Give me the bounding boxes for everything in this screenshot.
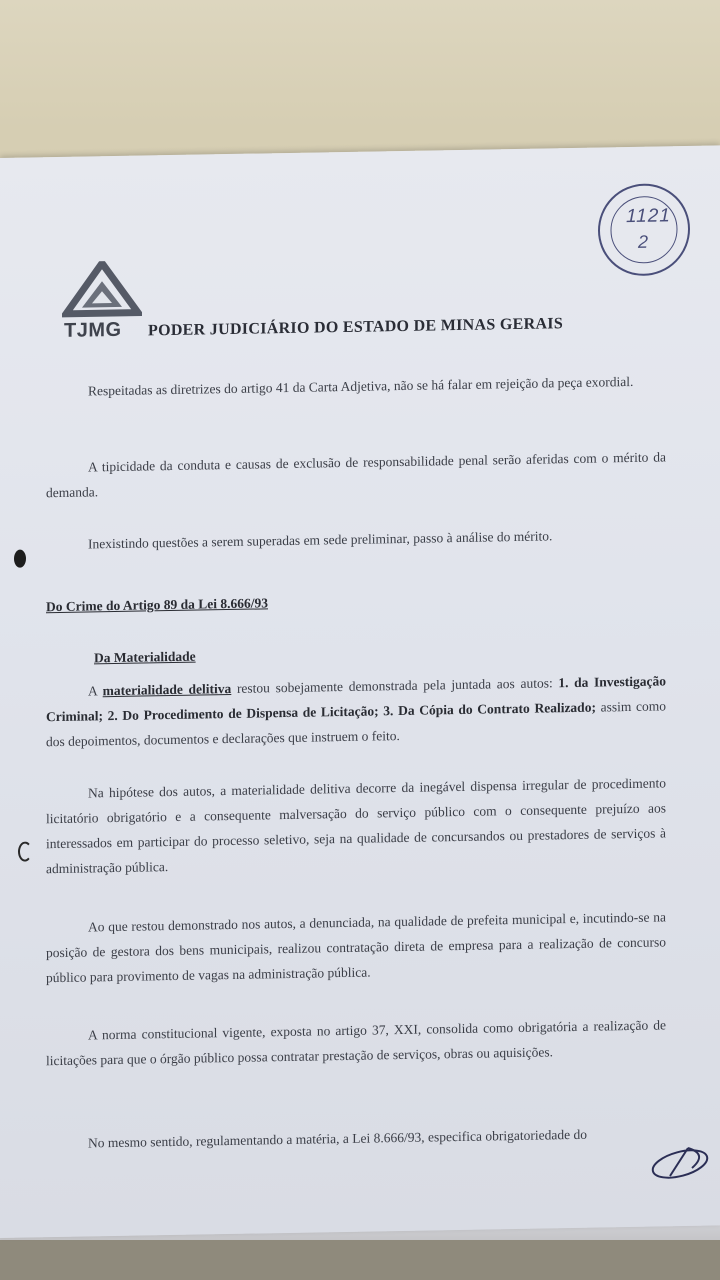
- p4-end: assim como dos depoimentos, documentos e declarações que instruem o feito.: [46, 698, 667, 750]
- paragraph-5: Na hipótese dos autos, a materialidade delitiva decorre da inegável dispensa irregular de procedimento licitatório obrigatório e a consequente malversação do serviço público com o consequente prejuízo aos interessados em participar do processo seletivo, seja na qualidade de concursandos ou prestadores de serviços à administração pública.: [46, 775, 666, 877]
- protocol-stamp: [596, 181, 692, 279]
- p4-list: 1. da Investigação Criminal; 2. Do Procedimento de Dispensa de Licitação; 3. Da Cópia do Contrato Realizado;: [46, 673, 667, 725]
- paragraph-1: Respeitadas as diretrizes do artigo 41 da Carta Adjetiva, não se há falar em rejeição da peça exordial.: [88, 373, 634, 399]
- court-title: PODER JUDICIÁRIO DO ESTADO DE MINAS GERAIS: [148, 315, 564, 340]
- p4-emphasis: materialidade delitiva: [102, 680, 232, 699]
- paragraph-7: A norma constitucional vigente, exposta no artigo 37, XXI, consolida como obrigatória a realização de licitações para que o órgão público possa contratar prestação de serviços, obras ou aquisições.: [46, 1017, 666, 1069]
- stamp-sub-number: 2: [638, 231, 649, 252]
- p4-mid: restou sobejamente demonstrada pela juntada aos autos:: [231, 675, 559, 696]
- paragraph-3: Inexistindo questões a serem superadas em sede preliminar, passo à análise do mérito.: [88, 528, 553, 552]
- tjmg-logo-icon: [62, 261, 142, 322]
- subsection-heading-materialidade: Da Materialidade: [94, 648, 196, 666]
- tjmg-logo: [62, 261, 142, 350]
- document-page: [0, 145, 720, 1238]
- signature-icon: [648, 1140, 718, 1184]
- margin-mark: [18, 841, 32, 861]
- p4-start: A: [88, 683, 103, 699]
- stamp-ring-icon: [596, 181, 692, 279]
- section-heading-crime: Do Crime do Artigo 89 da Lei 8.666/93: [46, 595, 268, 615]
- logo-text: TJMG: [64, 318, 122, 342]
- stamp-number: 1121: [626, 205, 671, 228]
- paragraph-8: No mesmo sentido, regulamentando a matéria, a Lei 8.666/93, especifica obrigatoriedade do: [88, 1126, 587, 1151]
- handwritten-initials: [648, 1140, 718, 1189]
- paragraph-4: [46, 668, 666, 754]
- paragraph-2: A tipicidade da conduta e causas de exclusão de responsabilidade penal serão aferidas com o mérito da demanda.: [46, 449, 666, 501]
- document-header: [62, 251, 682, 352]
- margin-mark: [14, 550, 26, 568]
- paragraph-6: Ao que restou demonstrado nos autos, a denunciada, na qualidade de prefeita municipal e, incutindo-se na posição de gestora dos bens municipais, realizou contratação direta de empresa para a realização de concurso público para provimento de vagas na administração pública.: [46, 909, 666, 986]
